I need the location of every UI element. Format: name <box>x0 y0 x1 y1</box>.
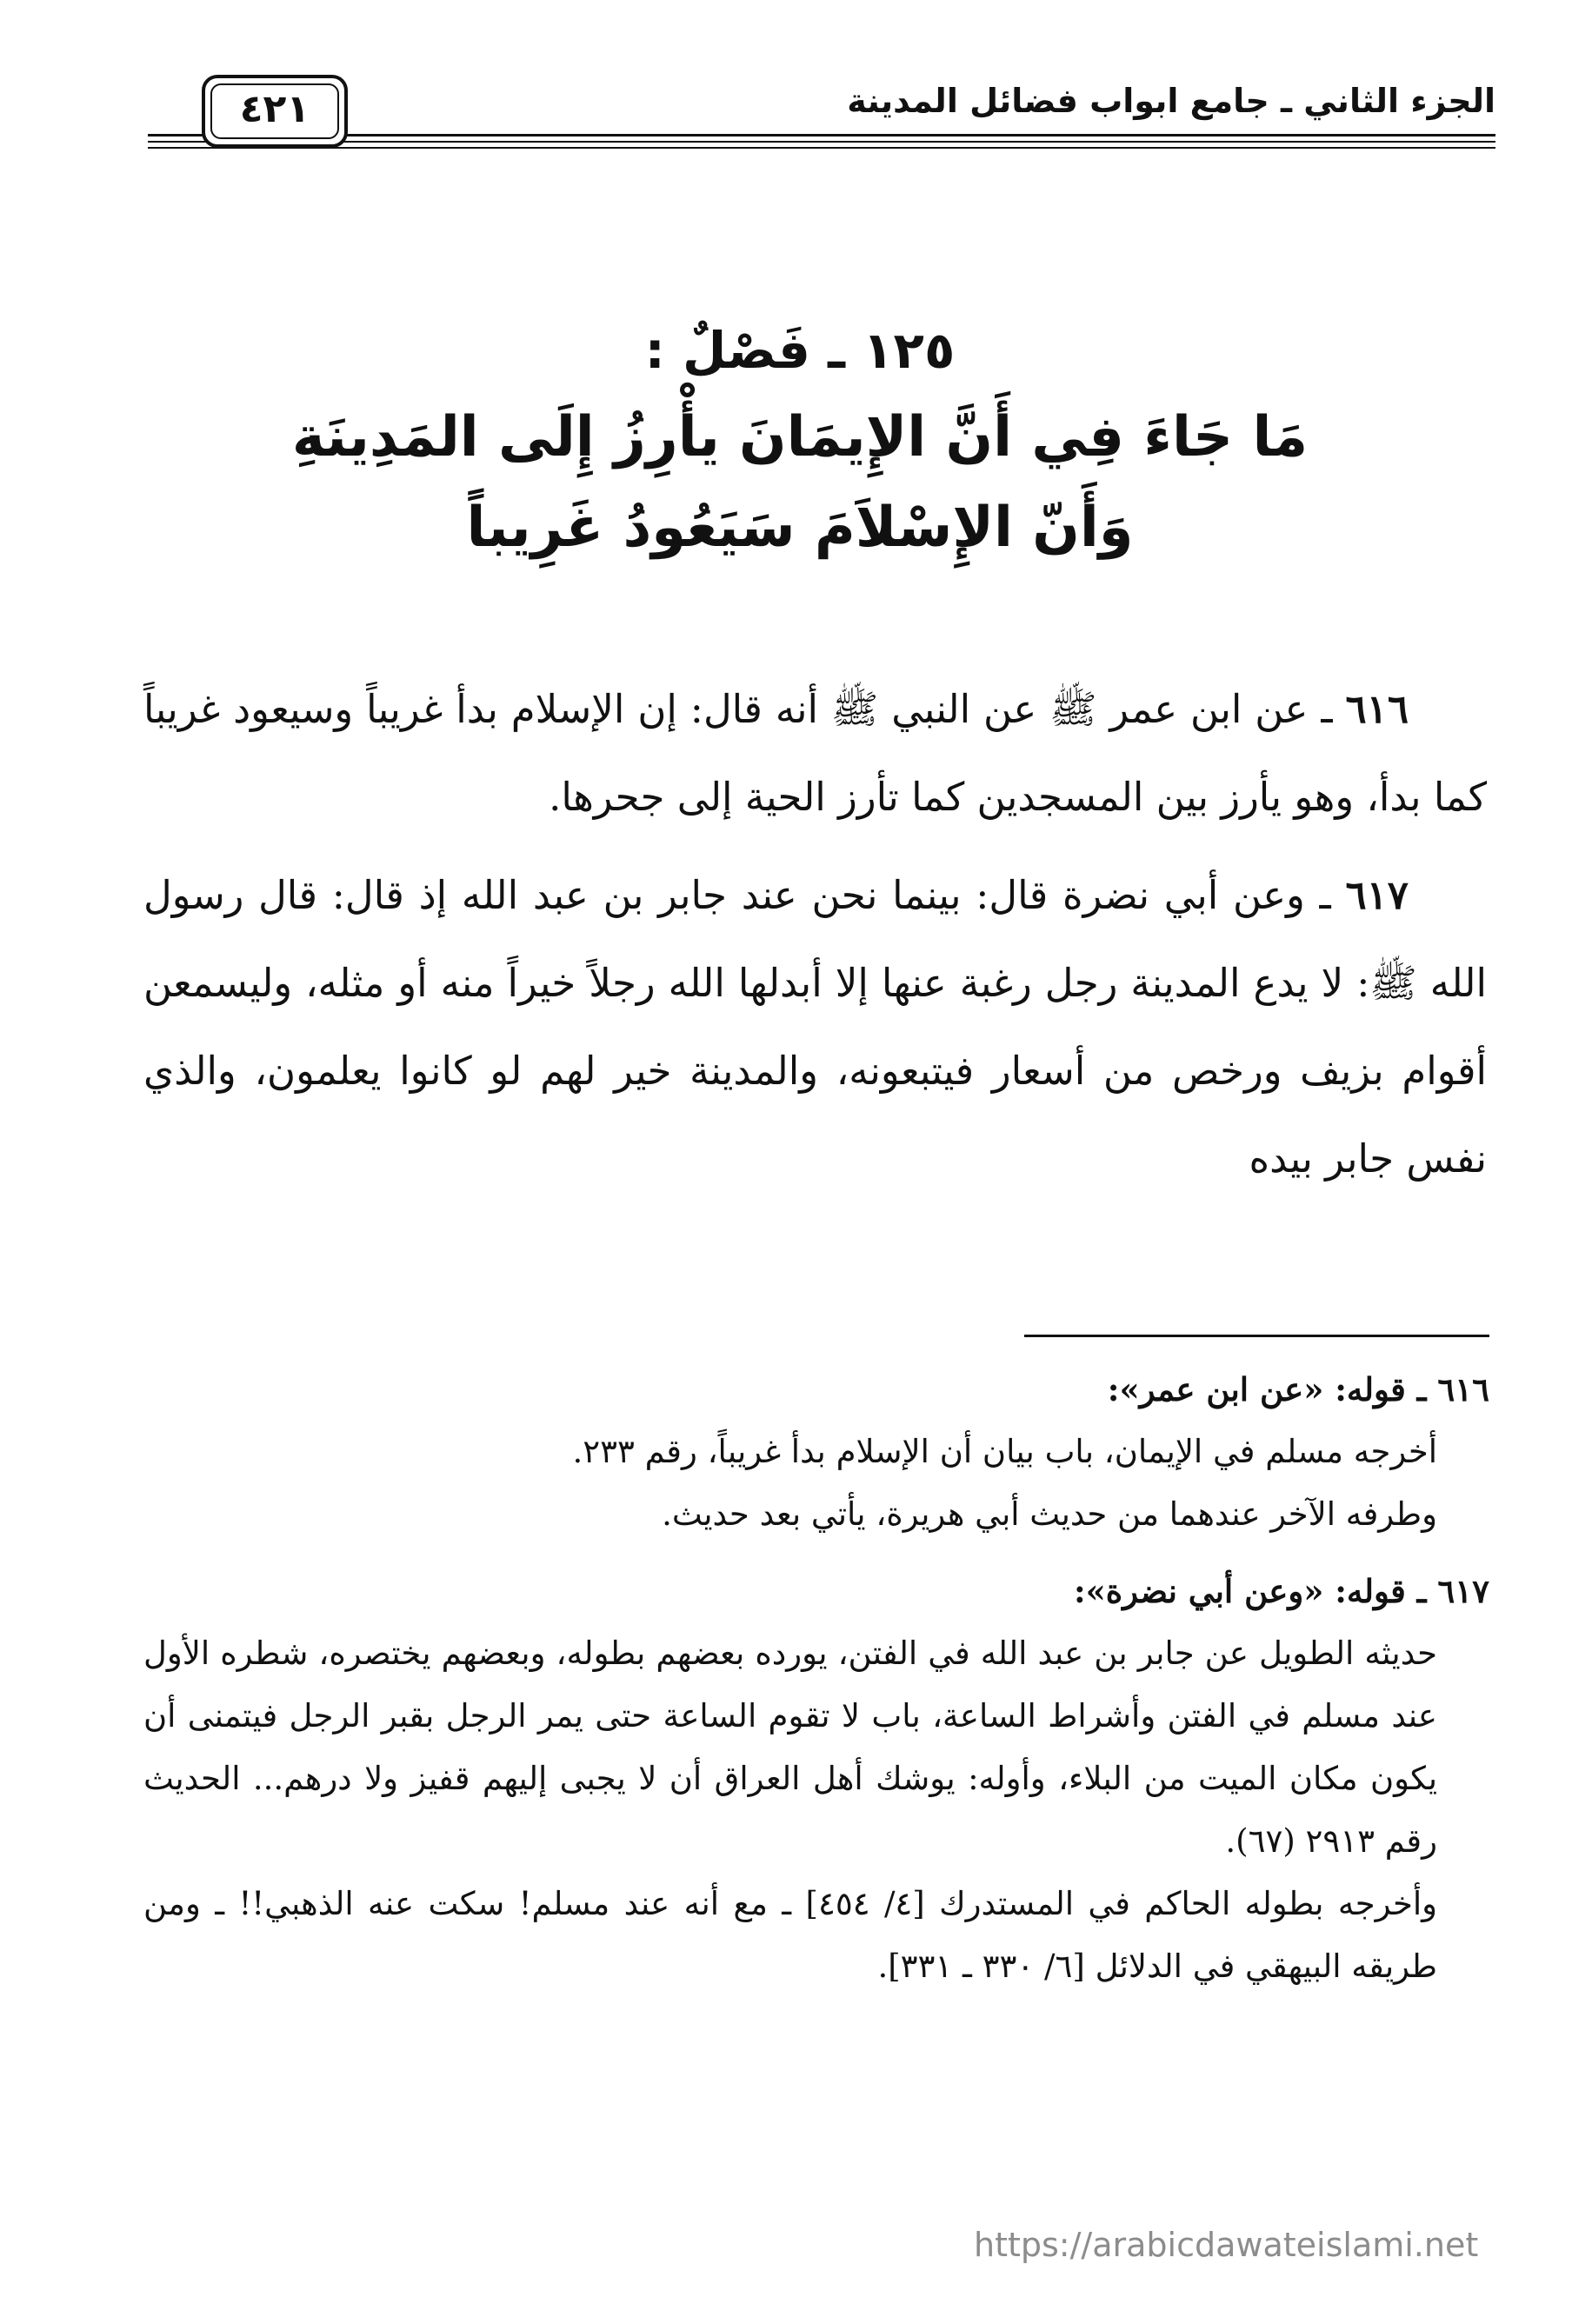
header-rule <box>148 147 1495 149</box>
hadith-616 <box>143 665 1487 841</box>
chapter-title-line-2: وَأَنّ الإِسْلاَمَ سَيَعُودُ غَرِيباً <box>466 496 1134 560</box>
footnote-line: أخرجه مسلم في الإيمان، باب بيان أن الإسلام بدأ غريباً، رقم ٢٣٣. <box>572 1433 1437 1470</box>
page-header <box>148 77 1495 155</box>
page-number: ٤٢١ <box>239 87 310 131</box>
footnote-separator <box>1024 1335 1489 1337</box>
footnote-paragraph: حديثه الطويل عن جابر بن عبد الله في الفتن، يورده بعضهم بطوله، وبعضهم يختصره، شطره الأول عند مسلم في الفتن وأشراط الساعة، باب لا تقوم الساعة حتى يمر الرجل بقبر الرجل فيتمنى أن يكون مكان الميت من البلاء، وأوله: يوشك أهل العراق أن لا يجبى إليهم قفيز ولا درهم... الحديث رقم ٢٩١٣ (٦٧). <box>143 1635 1437 1860</box>
running-title: الجزء الثاني ـ جامع ابواب فضائل المدينة <box>847 82 1495 120</box>
header-rule <box>148 141 1495 143</box>
hadith-number: ٦١٦ <box>1345 686 1409 732</box>
hadith-number: ٦١٧ <box>1345 872 1409 918</box>
chapter-number-title: ١٢٥ ـ فَصْلٌ : <box>644 321 956 380</box>
chapter-heading <box>157 309 1443 573</box>
footnotes <box>143 1358 1489 2012</box>
footnote-617-body <box>143 1622 1437 1998</box>
footnote-paragraph: وأخرجه بطوله الحاكم في المستدرك [٤/ ٤٥٤] ـ مع أنه عند مسلم! سكت عنه الذهبي!! ـ ومن طريقه البيهقي في الدلائل [٦/ ٣٣٠ ـ ٣٣١]. <box>143 1885 1437 1985</box>
hadith-text: ـ وعن أبي نضرة قال: بينما نحن عند جابر بن عبد الله إذ قال: قال رسول الله ﷺ: لا يدع المدينة رجل رغبة عنها إلا أبدلها الله رجلاً خيراً منه أو مثله، وليسمعن أقوام بزيف ورخص من أسعار فيتبعونه، والمدينة خير لهم لو كانوا يعلمون، والذي نفس جابر بيده <box>143 872 1487 1182</box>
hadith-text: ـ عن ابن عمر ﷺ عن النبي ﷺ أنه قال: إن الإسلام بدأ غريباً وسيعود غريباً كما بدأ، وهو يأرز بين المسجدين كما تأرز الحية إلى جحرها. <box>143 686 1487 820</box>
watermark-url: https://arabicdawateislami.net <box>974 2226 1479 2264</box>
footnote-617-heading: ٦١٧ ـ قوله: «وعن أبي نضرة»: <box>1073 1572 1489 1610</box>
footnote-616-body <box>143 1421 1437 1546</box>
chapter-title-line-1: مَا جَاءَ فِي أَنَّ الإِيمَانَ يأْرِزُ إِلَى المَدِينَةِ <box>291 405 1309 469</box>
footnote-line: وطرفه الآخر عندهما من حديث أبي هريرة، يأتي بعد حديث. <box>662 1495 1437 1533</box>
header-rule <box>148 134 1495 137</box>
main-text <box>143 665 1487 1213</box>
page-number-frame <box>202 75 348 148</box>
footnote-616-heading: ٦١٦ ـ قوله: «عن ابن عمر»: <box>1107 1370 1489 1408</box>
hadith-617 <box>143 851 1487 1202</box>
